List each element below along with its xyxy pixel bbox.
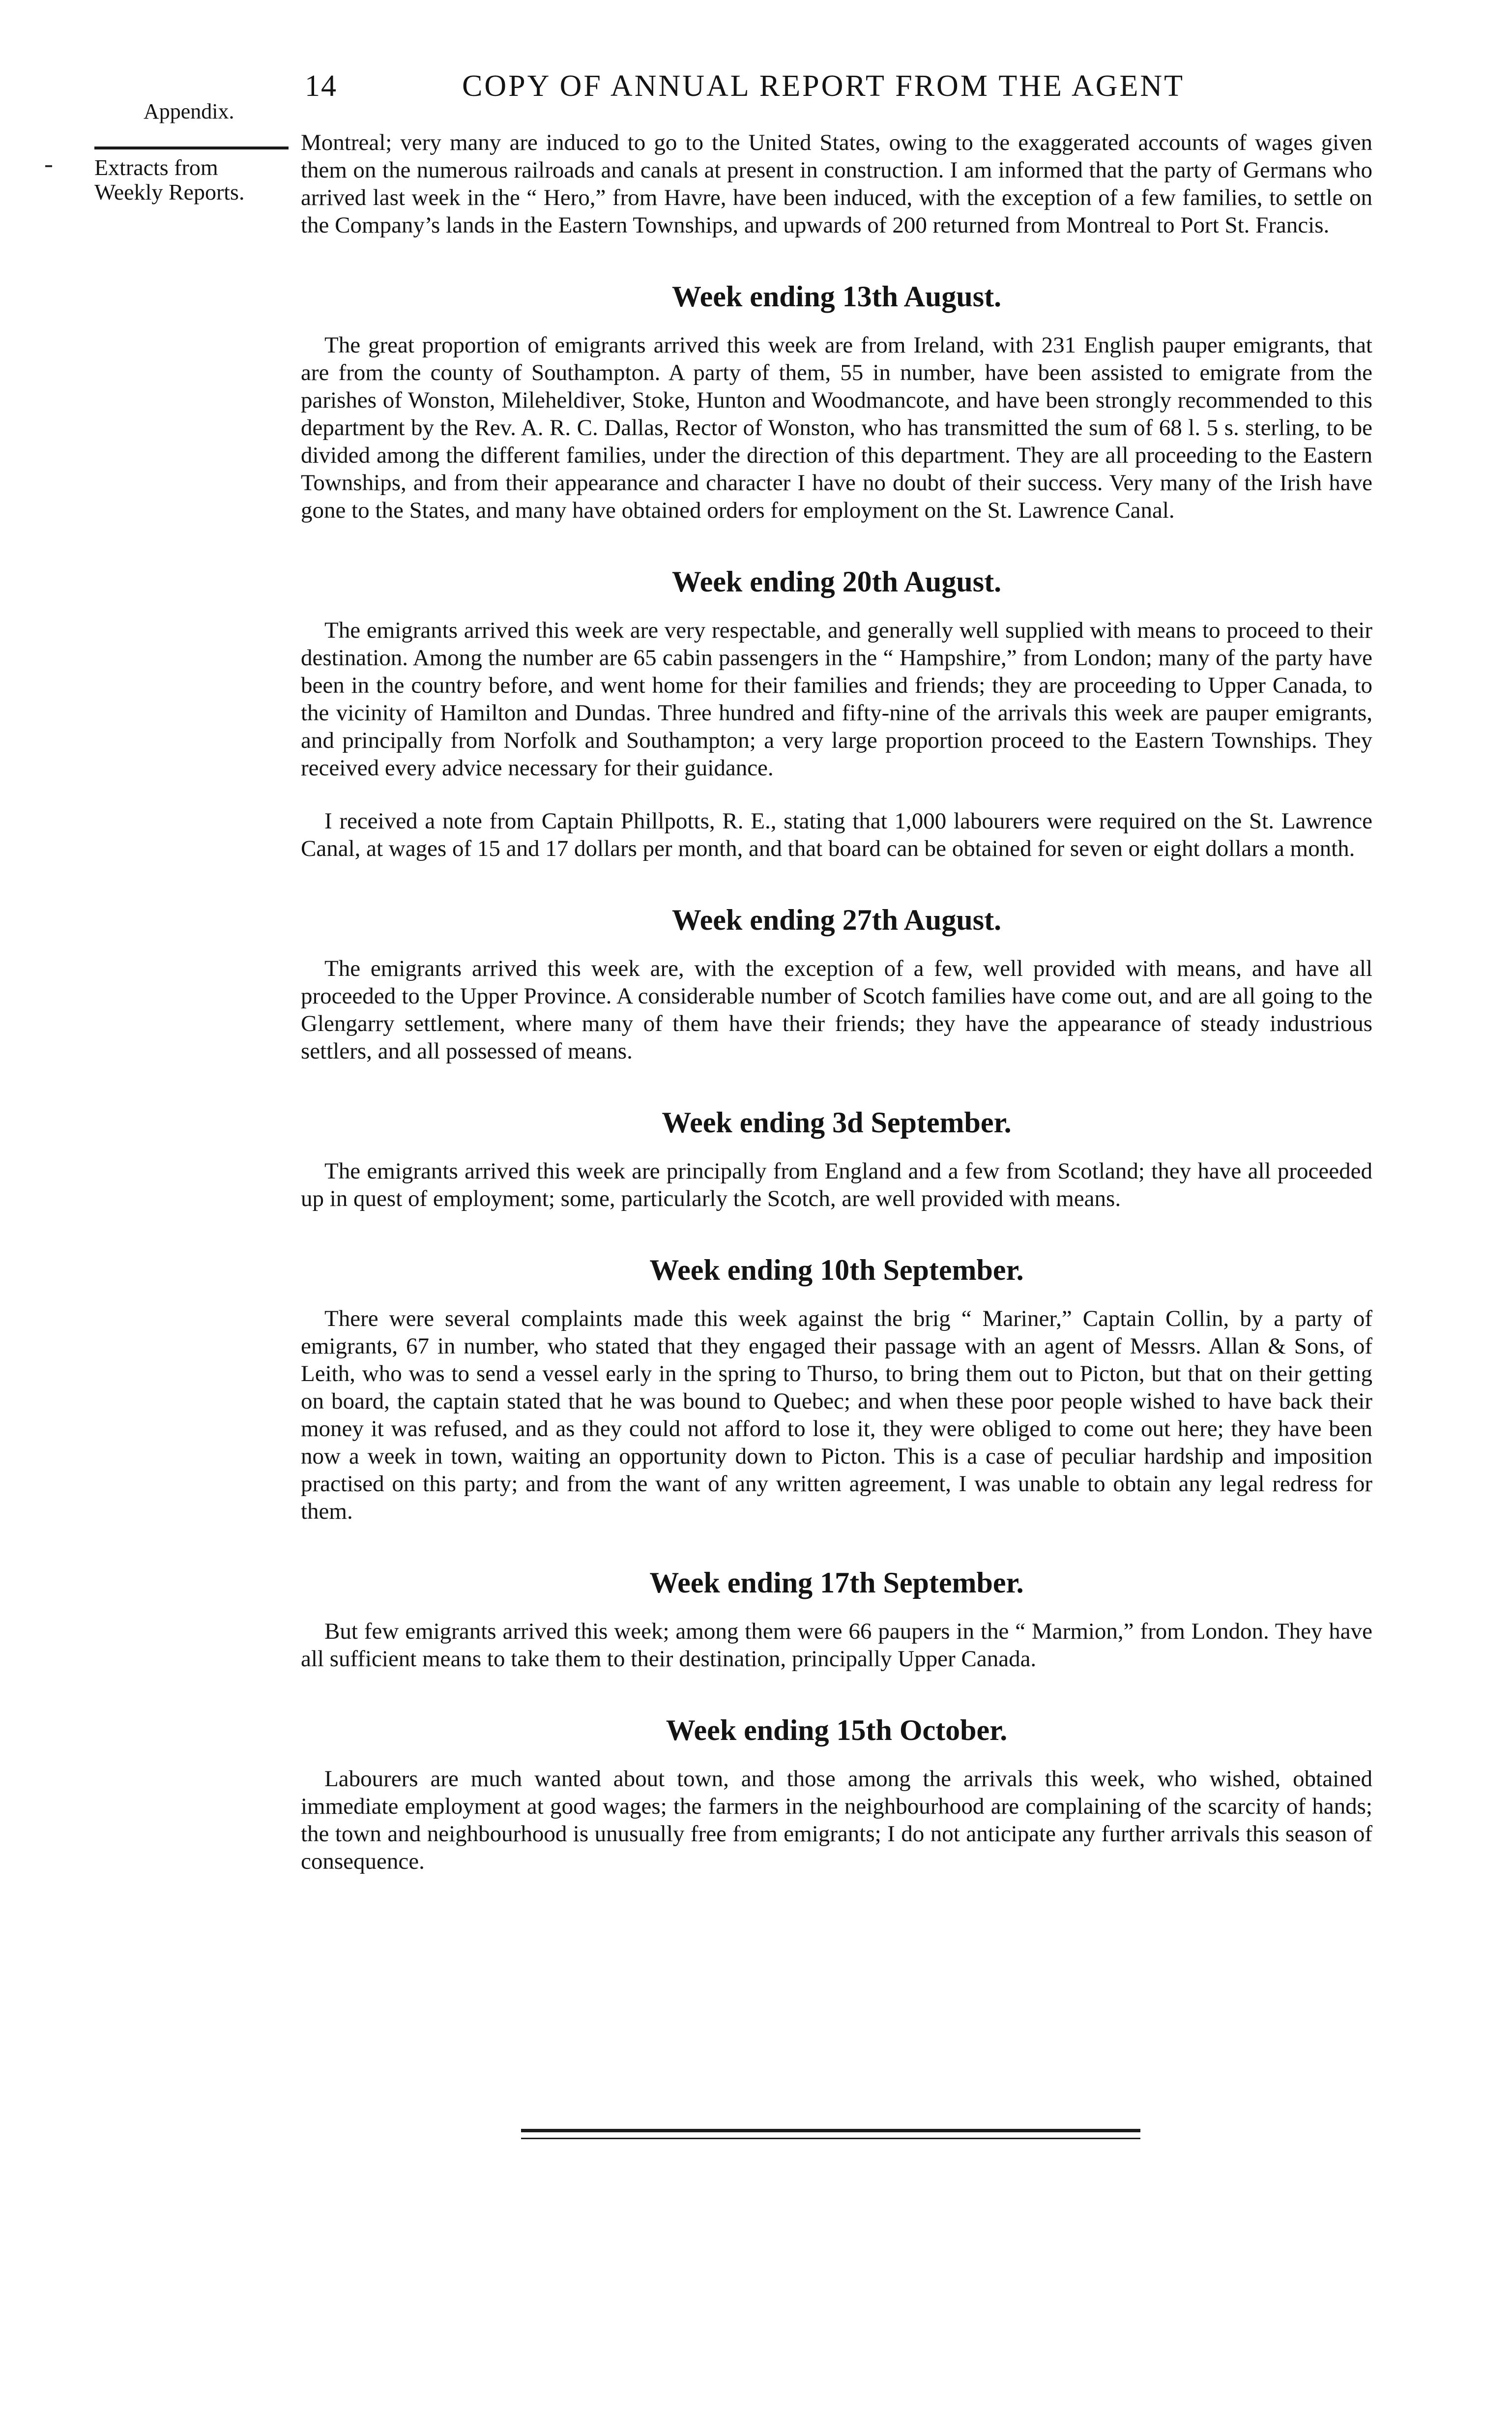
section-heading-10th-september: Week ending 10th September. — [649, 1254, 1024, 1286]
section-heading-15th-october: Week ending 15th October. — [666, 1714, 1008, 1746]
running-head-title: COPY OF ANNUAL REPORT FROM THE AGENT — [462, 69, 1185, 103]
margin-extracts-line-2: Weekly Reports. — [94, 179, 245, 205]
section-heading-3d-september: Week ending 3d September. — [662, 1106, 1012, 1139]
section-heading-13th-august: Week ending 13th August. — [671, 280, 1002, 313]
section-paragraph: The emigrants arrived this week are very respectable, and generally well supplied with means to proceed to their destination. Among the number are 65 cabin passengers in the “ Hampshire,” from London; many of the party have been in the country before, and went home for their families and friends; they are proceeding to Upper Canada, to the vicinity of Hamilton and Dundas. Three hundred and fifty-nine of the arrivals this week are pauper emigrants, and principally from Norfolk and Southampton; a very large proportion proceed to the Eastern Townships. They received every advice necessary for their guidance. — [301, 618, 1372, 781]
section-heading-17th-september: Week ending 17th September. — [649, 1566, 1024, 1599]
margin-extracts-line-1: Extracts from — [94, 155, 218, 180]
end-rule-thin — [521, 2138, 1140, 2139]
margin-appendix-label: Appendix. — [144, 99, 234, 123]
section-paragraph: I received a note from Captain Phillpotts, R. E., stating that 1,000 labourers were required on the St. Lawrence Canal, at wages of 15 and 17 dollars per month, and that board can be obtained for seven or eight dollars a month. — [301, 808, 1372, 861]
margin-extracts-label — [94, 155, 301, 205]
section-paragraph: The emigrants arrived this week are principally from England and a few from Scotland; they have all proceeded up in quest of employment; some, particularly the Scotch, are well provided with means. — [301, 1158, 1372, 1211]
section-paragraph: But few emigrants arrived this week; among them were 66 paupers in the “ Marmion,” from London. They have all sufficient means to take them to their destination, principally Upper Canada. — [301, 1619, 1372, 1672]
section-paragraph: The great proportion of emigrants arrived this week are from Ireland, with 231 English pauper emigrants, that are from the county of Southampton. A party of them, 55 in number, have been assisted to emigrate from the parishes of Wonston, Mileheldiver, Stoke, Hunton and Woodmancote, and have been strongly recommended to this department by the Rev. A. R. C. Dallas, Rector of Wonston, who has transmitted the sum of 68 l. 5 s. sterling, to be divided among the different families, under the direction of this department. They are all proceeding to the Eastern Townships, and from their appearance and character I have no doubt of their success. Very many of the Irish have gone to the States, and many have obtained orders for employment on the St. Lawrence Canal. — [301, 332, 1372, 523]
opening-paragraph: Montreal; very many are induced to go to the United States, owing to the exaggerated accounts of wages given them on the numerous railroads and canals at present in construction. I am informed that the party of Germans who arrived last week in the “ Hero,” from Havre, have been induced, with the exception of a few families, to settle on the Company’s lands in the Eastern Townships, and upwards of 200 returned from Montreal to Port St. Francis. — [301, 130, 1372, 238]
section-heading-27th-august: Week ending 27th August. — [671, 904, 1002, 936]
section-paragraph: The emigrants arrived this week are, with the exception of a few, well provided with means, and have all proceeded to the Upper Province. A considerable number of Scotch families have come out, and are all going to the Glengarry settlement, where many of them have their friends; they have the appearance of steady industrious settlers, and all possessed of means. — [301, 956, 1372, 1064]
report-body — [301, 129, 1372, 1875]
end-rule-thick — [521, 2129, 1140, 2132]
page-number: 14 — [305, 69, 337, 103]
section-heading-20th-august: Week ending 20th August. — [671, 565, 1002, 598]
margin-rule — [94, 147, 289, 149]
section-paragraph: Labourers are much wanted about town, and those among the arrivals this week, who wished, obtained immediate employment at good wages; the farmers in the neighbourhood are complaining of the scarcity of hands; the town and neighbourhood is unusually free from emigrants; I do not anticipate any further arrivals this season of consequence. — [301, 1766, 1372, 1874]
margin-dash — [45, 165, 52, 167]
section-paragraph: There were several complaints made this week against the brig “ Mariner,” Captain Collin, by a party of emigrants, 67 in number, who stated that they engaged their passage with an agent of Messrs. Allan & Sons, of Leith, who was to send a vessel early in the spring to Thurso, to bring them out to Picton, but that on their getting on board, the captain stated that he was bound to Quebec; and when these poor people wished to have back their money it was refused, and as they could not afford to lose it, they were obliged to come out here; they have been now a week in town, waiting an opportunity down to Picton. This is a case of peculiar hardship and imposition practised on this party; and from the want of any written agreement, I was unable to obtain any legal redress for them. — [301, 1306, 1372, 1524]
running-head — [305, 69, 1376, 108]
